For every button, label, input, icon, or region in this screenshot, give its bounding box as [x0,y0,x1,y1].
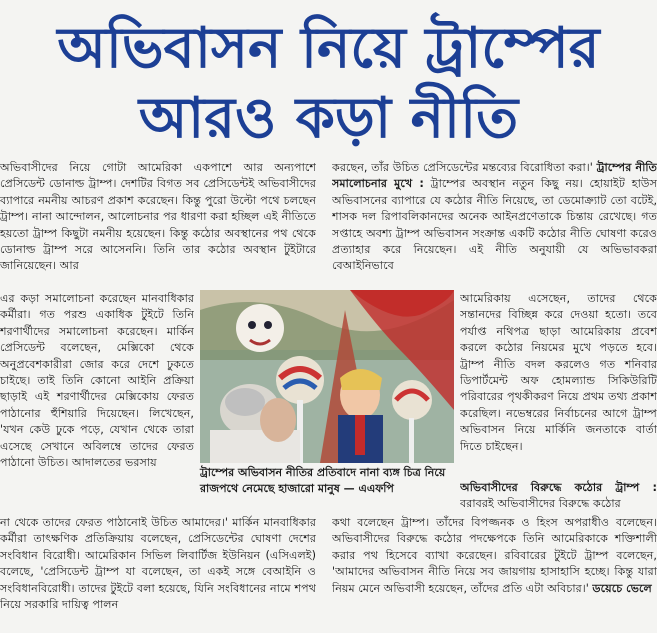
left-column-top [0,160,316,290]
headline [0,0,657,158]
right-column-bottom [332,515,657,633]
article-paragraph [332,515,657,597]
article-text: কথা বলেছেন ট্রাম্প। তাঁদের বিপজ্জনক ও হিংস অপরাধীও বলেছেন। অভিবাসীদের বিরুদ্ধে কঠোর পদক্ষেপকে তিনি আমেরিকাকে শক্তিশালী করার পথ হিসেবে ব্যাখা করেছেন। রবিবারের টুইটে ট্রাম্প বলেছেন, 'আমাদের অভিবাসন নীতি নিয়ে সব জায়গায় হাসাহাসি হচ্ছে। কিন্তু যারা নিয়ম মেনে অভিবাসী হয়েছেন, তাঁদের প্রতি এটা অবিচার।' [332,516,657,595]
article-paragraph [332,160,657,275]
article-paragraph [460,480,657,513]
byline: ডয়েচে ভেলে [592,581,652,595]
photo-caption: ট্রাম্পের অভিবাসন নীতির প্রতিবাদে নানা ব্যঙ্গ চিত্র নিয়ে রাজপথে নেমেছে হাজারো মানুষ — এএফপি [200,466,446,495]
right-column-sub [460,480,657,514]
headline-line-1: অভিবাসন নিয়ে ট্রাম্পের [57,16,600,81]
article-paragraph: না থেকে তাদের ফেরত পাঠানোই উচিত আমাদের।' মার্কিন মানবাধিকার কর্মীরা তাৎক্ষণিক প্রতিক্রিয়ায় বলেছেন, প্রেসিডেন্টের ঘোষণা দেশের সংবিধান বিরোধী। আমেরিকান সিভিল লিবার্টিজ ইউনিয়ন (এসিএলই) বলেছে, 'প্রেসিডেন্ট ট্রাম্প যা বলেছেন, তা একই সঙ্গে বেআইনি ও সংবিধানবিরোধী। তাদের টুইটে বলা হয়েছে, যিনি সংবিধানের নামে শপথ নিয়ে সরকারি দায়িত্ব পালন [0,516,316,612]
article-paragraph: এর কড়া সমালোচনা করেছেন মানবাধিকার কর্মীরা। গত পরশু একাধিক টুইটে তিনি শরণার্থীদের সমালোচনা করেছেন। মার্কিন প্রেসিডেন্ট বলেছেন, মেক্সিকো থেকে অনুপ্রবেশকারীরা জোর করে দেশে ঢুকতে চাইছে। তাই তিনি কোনো আইনি প্রক্রিয়া ছাড়াই এই শরণার্থীদের মেক্সিকোয় ফেরত পাঠানোর হুঁশিয়ারি দিয়েছেন। লিখেছেন, 'যখন কেউ ঢুকে পড়ে, যেখান থেকে তারা এসেছে সেখানে অবিলম্বে তাদের ফেরত পাঠানো উচিত। আদালতের ভরসায় [0,292,194,470]
left-column-bottom [0,515,316,633]
article-paragraph: অভিবাসীদের নিয়ে গোটা আমেরিকা একপাশে আর অন্যপাশে প্রেসিডেন্ট ডোনাল্ড ট্রাম্প। দেশটির বিগত সব প্রেসিডেন্টই অভিবাসীদের ব্যাপারে নমনীয় আচরণ প্রকাশ করেছেন। কিন্তু পুরো উল্টো পথে চলছেন ট্রাম্প। নানা আন্দোলন, আলোচনার পর ধারণা করা হচ্ছিল এই নীতিতে হয়তো ট্রাম্প কিছুটা নমনীয় হয়েছেন। কিন্তু কঠোর অবস্থানের পথ থেকে ডোনাল্ড ট্রাম্প সরে আসেননি। তিনি তার কঠোর অবস্থান টুইটারে জানিয়েছেন। আর [0,161,316,273]
subheading: ট্রাম্পের নীতি সমালোচনার মুখে : [332,161,657,191]
article-paragraph: আমেরিকায় এসেছেন, তাদের থেকে সন্তানদের বিচ্ছিন্ন করে দেওয়া হতো। তবে পর্যাপ্ত নথিপত্র ছাড়া আমেরিকায় প্রবেশ করলে কঠোর নিয়মের মুখে পড়তে হবে। ট্রাম্প নীতি বদল করলেও গত শনিবার ডিপার্টমেন্ট অফ হোমল্যান্ড সিকিউরিটি পরিবারের পৃথকীকরণ নিয়ে প্রথম তথ্য প্রকাশ করেছিল। নভেম্বরের নির্বাচনের আগে ট্রাম্প অভিবাসন নিয়ে মার্কিনি জনতাকে বার্তা দিতে চাইছেন। [460,292,657,453]
subheading: অভিবাসীদের বিরুদ্ধে কঠোর ট্রাম্প : [460,481,657,494]
article-text: করছেন, তাঁর উচিত প্রেসিডেন্টের মন্তব্যের বিরোধিতা করা।' [332,161,593,174]
article-text: ট্রাম্পের অবস্থান নতুন কিছু নয়। হোয়াইট হাউস অভিবাসনের ব্যাপারে যে কঠোর নীতি নিয়েছে, তা ডেমোক্র্যাট তো বটেই, শাসক দল রিপাবলিকানদের অনেক আইনপ্রণেতাকে চিন্তায় রেখেছে। গত সপ্তাহে অবশ্য ট্রাম্প অভিবাসন সংক্রান্ত একটি কঠোর নীতি ঘোষণা করেও প্রত্যাহার করে নিয়েছেন। এই নীতি অনুযায়ী যে অভিভাবকরা বেআইনিভাবে [332,177,657,273]
headline-line-2: আরও কড়া নীতি [138,86,519,151]
article-text: বরাবরই অভিবাসীদের বিরুদ্ধে কঠোর [460,497,621,511]
right-column-top [332,160,657,290]
protest-photo-illustration [200,290,454,463]
left-column-narrow [0,291,194,513]
protest-photo [200,290,454,463]
